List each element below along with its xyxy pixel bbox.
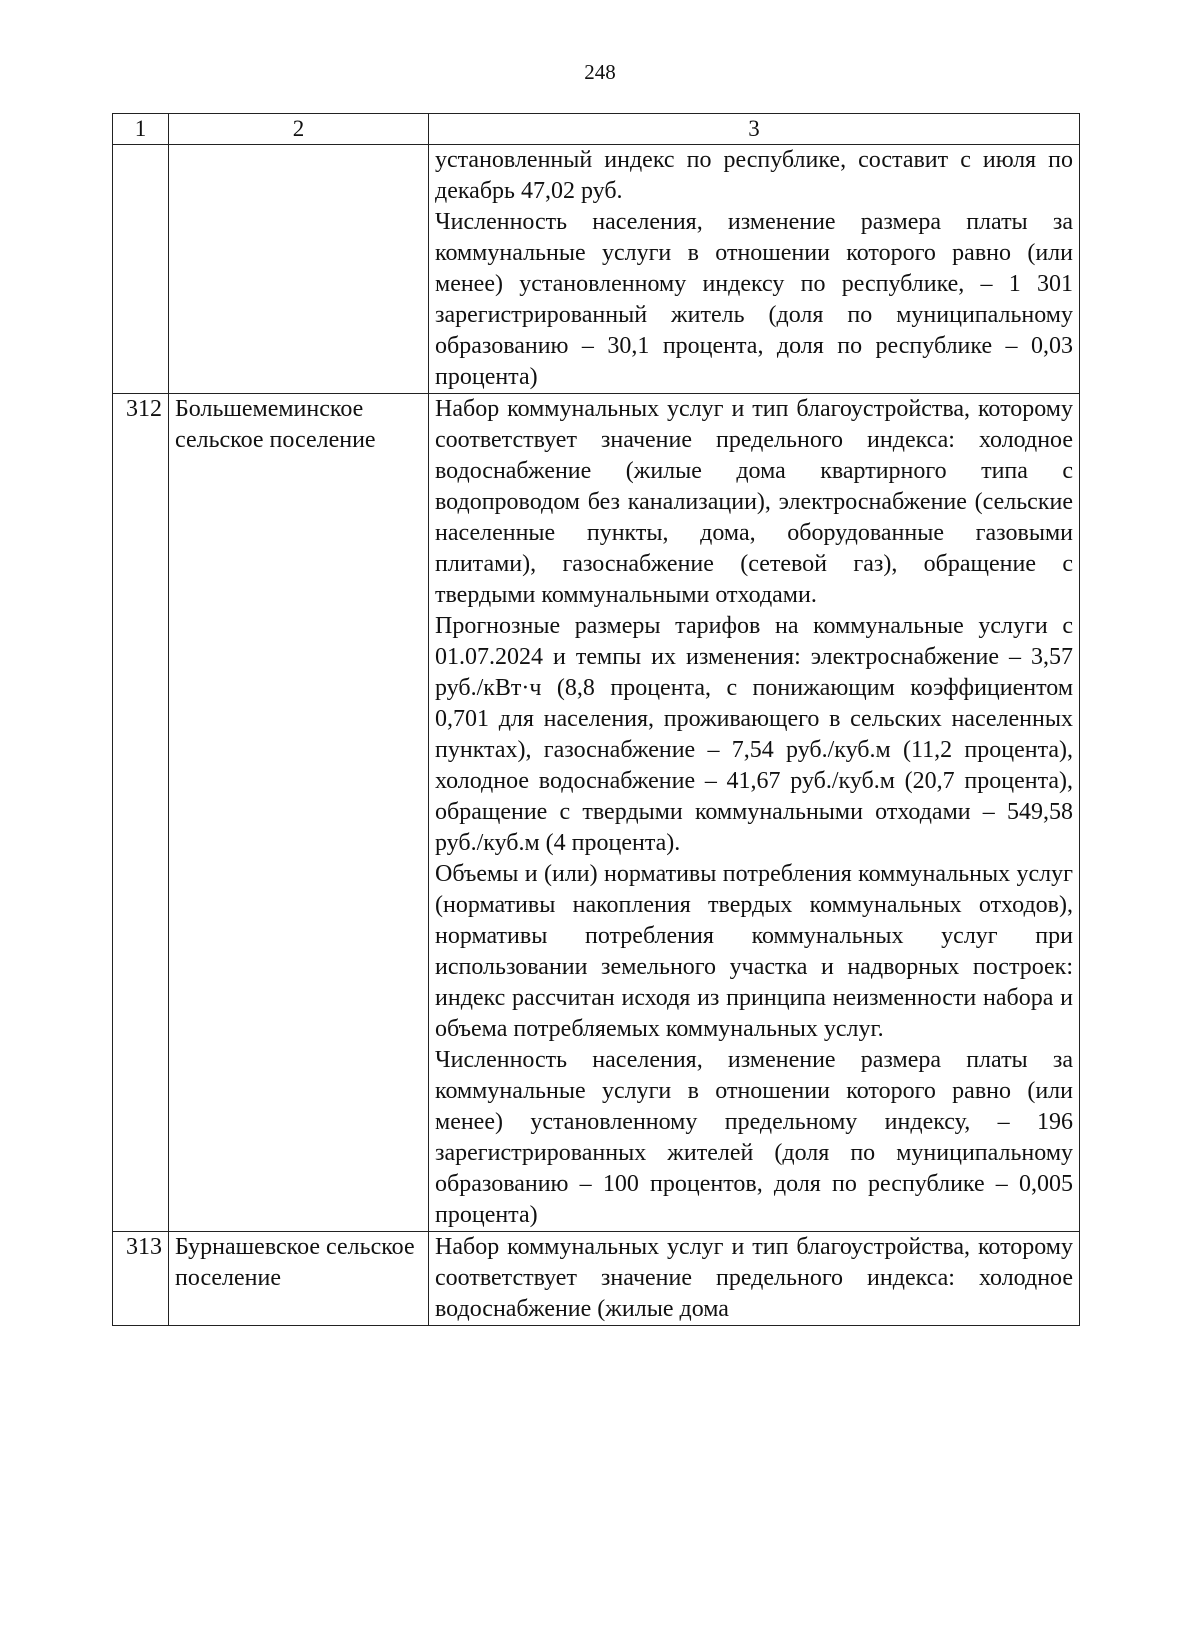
description-paragraph: Численность населения, изменение размера платы за коммунальные услуги в отношении которого равно (или менее) установленному индексу по республике, – 1 301 зарегистрированный житель (доля по муниципальному образованию – 30,1 процента, доля по республике – 0,03 процента) (435, 209, 1073, 390)
settlement-name: Бурнашевское сельское поселение (169, 1232, 429, 1326)
settlement-name (169, 145, 429, 394)
description-paragraph: Объемы и (или) нормативы потребления коммунальных услуг (нормативы накопления твердых коммунальных отходов), нормативы потребления коммунальных услуг при использовании земельного участка и надворных построек: индекс рассчитан исходя из принципа неизменности набора и объема потребляемых коммунальных услуг. (435, 861, 1073, 1042)
description-paragraph: Прогнозные размеры тарифов на коммунальные услуги с 01.07.2024 и темпы их изменения: электроснабжение – 3,57 руб./кВт·ч (8,8 процента, с понижающим коэффициентом 0,701 для населения, проживающего в сельских населенных пунктах), газоснабжение – 7,54 руб./куб.м (11,2 процента), холодное водоснабжение – 41,67 руб./куб.м (20,7 процента), обращение с твердыми коммунальными отходами – 549,58 руб./куб.м (4 процента). (435, 613, 1073, 856)
row-description (429, 394, 1080, 1232)
header-cell-3: 3 (429, 114, 1080, 145)
row-number (113, 145, 169, 394)
row-description (429, 1232, 1080, 1326)
header-cell-1: 1 (113, 114, 169, 145)
description-paragraph: Набор коммунальных услуг и тип благоустройства, которому соответствует значение предельного индекса: холодное водоснабжение (жилые дома (435, 1234, 1073, 1322)
header-cell-2: 2 (169, 114, 429, 145)
tariff-table (112, 113, 1080, 1326)
table-row (113, 394, 1080, 1232)
description-paragraph: установленный индекс по республике, составит с июля по декабрь 47,02 руб. (435, 147, 1073, 204)
table-header-row (113, 114, 1080, 145)
row-description (429, 145, 1080, 394)
description-paragraph: Численность населения, изменение размера платы за коммунальные услуги в отношении которого равно (или менее) установленному предельному индексу, – 196 зарегистрированных жителей (доля по муниципальному образованию – 100 процентов, доля по республике – 0,005 процента) (435, 1047, 1073, 1228)
row-number: 312 (113, 394, 169, 1232)
table-row (113, 145, 1080, 394)
description-paragraph: Набор коммунальных услуг и тип благоустройства, которому соответствует значение предельного индекса: холодное водоснабжение (жилые дома квартирного типа с водопроводом без канализации), электроснабжение (сельские населенные пункты, дома, оборудованные газовыми плитами), газоснабжение (сетевой газ), обращение с твердыми коммунальными отходами. (435, 396, 1073, 608)
table-row (113, 1232, 1080, 1326)
page-number: 248 (584, 60, 616, 84)
row-number: 313 (113, 1232, 169, 1326)
settlement-name: Большемеминское сельское поселение (169, 394, 429, 1232)
